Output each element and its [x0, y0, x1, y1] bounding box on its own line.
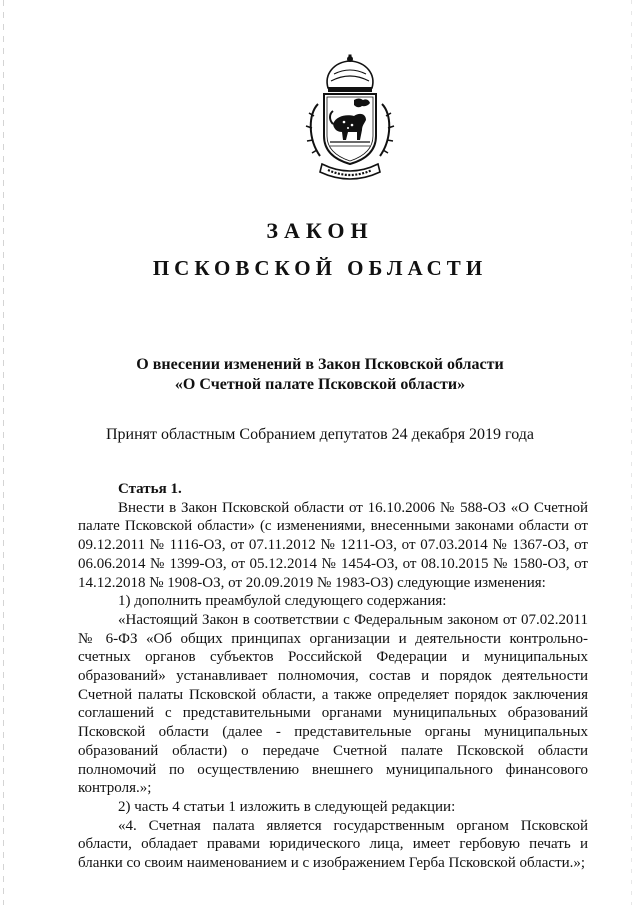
scan-edge-right — [631, 0, 632, 905]
law-heading — [0, 355, 640, 395]
pskov-coat-of-arms-icon — [300, 54, 400, 184]
article-title: Статья 1. — [118, 481, 182, 497]
document-title-line-2: ПСКОВСКОЙ ОБЛАСТИ — [152, 256, 488, 280]
paragraph: 1) дополнить преамбулой следующего содержания: — [118, 593, 447, 610]
paragraph: Внести в Закон Псковской области от 16.10.2006 № 588-ОЗ «О Счетной палате Псковской области» (с изменениями, внесенными законами области от 09.12.2011 № 1116-ОЗ, от 07.11.2012 № 1211-ОЗ, от 07.03.2014 № 1367-ОЗ, от 06.06.2014 № 1399-ОЗ, от 05.12.2014 № 1454-ОЗ, от 08.10.2015 № 1580-ОЗ, от 14.12.2018 № 1908-ОЗ, от 20.09.2019 № 1983-ОЗ) следующие изменения: — [78, 499, 588, 591]
paragraph: 2) часть 4 статьи 1 изложить в следующей редакции: — [118, 798, 456, 815]
document-body — [78, 480, 588, 873]
law-heading-line-2: «О Счетной палате Псковской области» — [174, 376, 466, 393]
document-title-line-1: ЗАКОН — [266, 218, 374, 243]
law-heading-line-1: О внесении изменений в Закон Псковской области — [136, 356, 504, 373]
paragraph: «Настоящий Закон в соответствии с Федеральным законом от 07.02.2011 № 6-ФЗ «Об общих принципах организации и деятельности контрольно-счетных органов субъектов Российской Федерации и муниципальных образований» устанавливает полномочия, состав и порядок деятельности Счетной палаты Псковской области, а также определяет порядок заключения соглашений с представительными органами муниципальных образований Псковской области (далее - представительные органы муниципальных образований области) о передаче Счетной палате Псковской области полномочий по осуществлению внешнего муниципального финансового контроля.»; — [78, 611, 588, 797]
scan-edge-left — [3, 0, 4, 905]
paragraph: «4. Счетная палата является государственным органом Псковской области, обладает правами юридического лица, имеет гербовую печать и бланки со своим наименованием и с изображением Герба Псковской области.»; — [78, 817, 588, 872]
adoption-line: Принят областным Собранием депутатов 24 декабря 2019 года — [106, 426, 534, 443]
